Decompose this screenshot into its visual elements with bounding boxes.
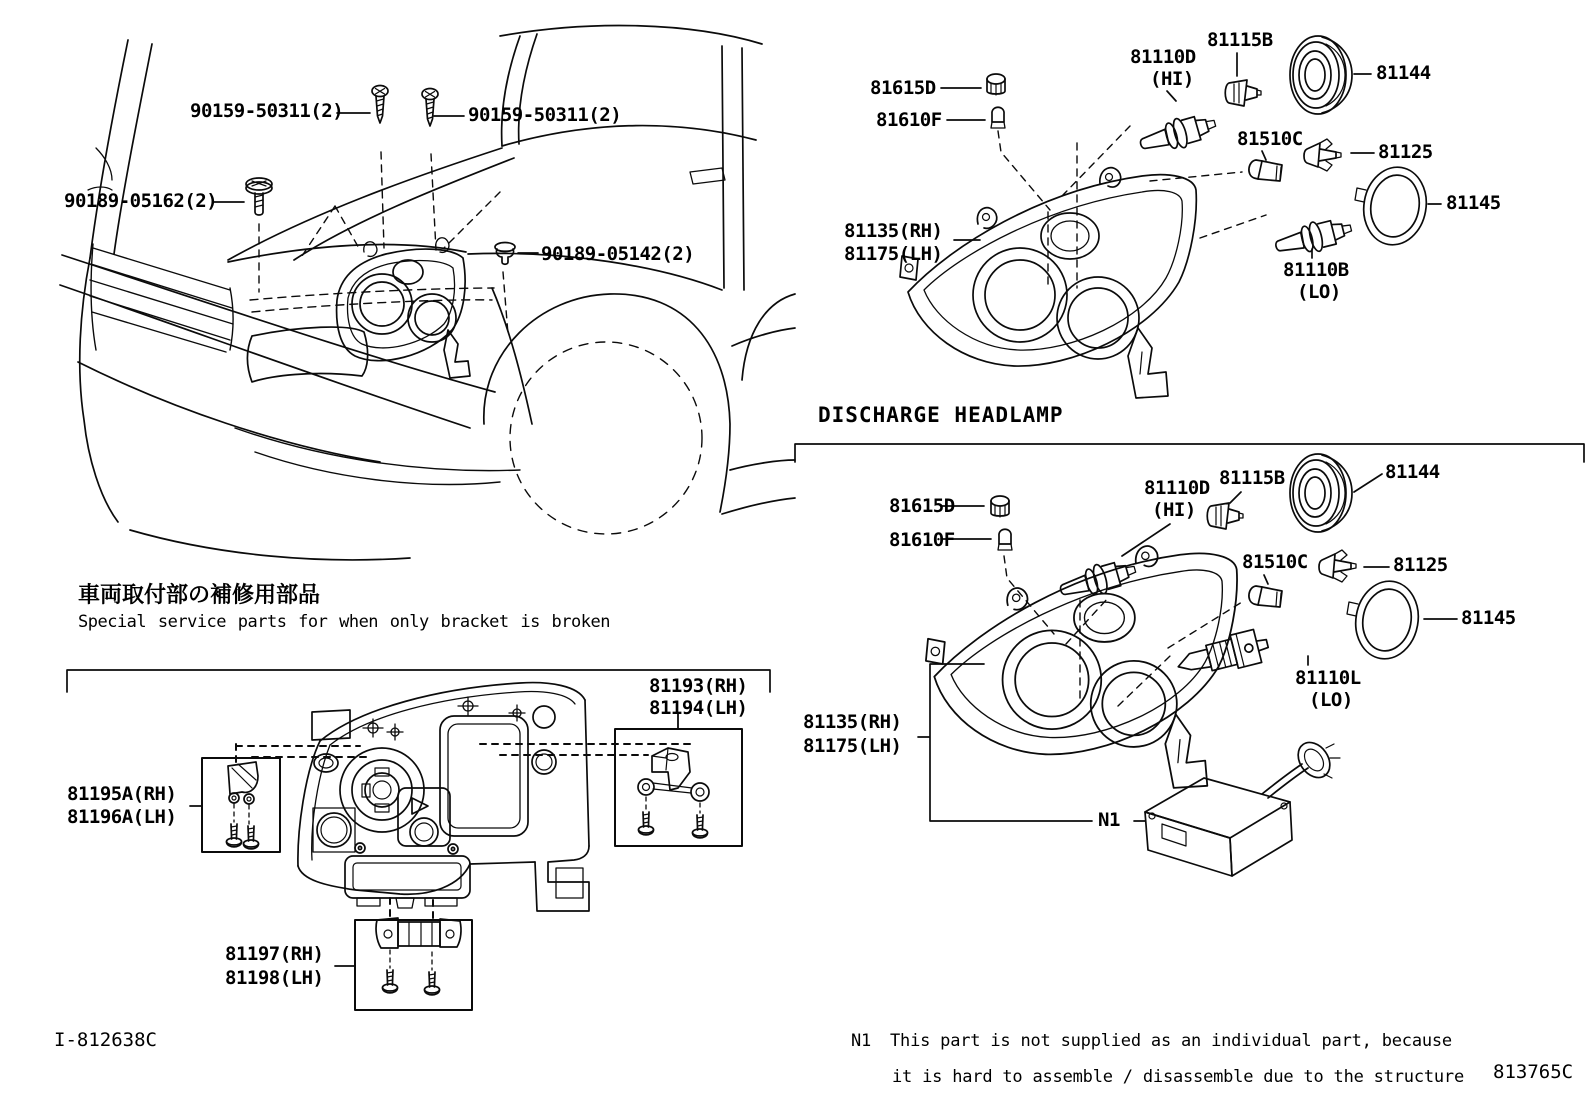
service-parts-section — [67, 670, 770, 1010]
d-part-label-81510C: 81510C — [1242, 551, 1308, 573]
part-label-81610F: 81610F — [876, 109, 942, 131]
bracket-81195A-icon — [228, 762, 258, 804]
d-part-label-81135-rh: 81135(RH) — [803, 711, 902, 733]
car-front-illustration — [60, 26, 795, 560]
d-part-label-81145: 81145 — [1461, 607, 1516, 629]
part-label-81110B: 81110B — [1283, 259, 1349, 281]
ballast-unit-icon — [1145, 736, 1340, 876]
d-part-label-81125: 81125 — [1393, 554, 1448, 576]
bracket-81193-icon — [638, 748, 709, 801]
sheet-code-right: 813765C — [1493, 1061, 1574, 1083]
d-part-label-81144: 81144 — [1385, 461, 1440, 483]
footnote-line2: it is hard to assemble / disassemble due to the structure — [892, 1067, 1464, 1087]
part-label-81196A-lh: 81196A(LH) — [67, 806, 177, 828]
d-part-label-81115B: 81115B — [1219, 467, 1285, 489]
d-part-label-81175-lh: 81175(LH) — [803, 735, 902, 757]
part-label-81125: 81125 — [1378, 141, 1433, 163]
part-label-81194-lh: 81194(LH) — [649, 697, 748, 719]
part-label-81195A-rh: 81195A(RH) — [67, 783, 177, 805]
bracket-81197-icon — [376, 918, 461, 948]
discharge-section-title: DISCHARGE HEADLAMP — [818, 403, 1064, 427]
d-part-label-81615D: 81615D — [889, 495, 955, 517]
washer-screw-icon — [246, 178, 272, 215]
ballast-n1-ref: N1 — [1098, 809, 1120, 831]
part-label-81110D-hi: (HI) — [1150, 68, 1194, 90]
headlamp-rear-view — [298, 683, 589, 911]
d-part-label-81110D: 81110D — [1144, 477, 1210, 499]
part-label-81198-lh: 81198(LH) — [225, 967, 324, 989]
d-part-label-81110L-lo: (LO) — [1309, 689, 1353, 711]
d-part-label-81110D-hi: (HI) — [1152, 499, 1196, 521]
footnote-ref: N1 — [851, 1031, 872, 1051]
part-label-81135-rh: 81135(RH) — [844, 220, 943, 242]
part-label-81110B-lo: (LO) — [1297, 281, 1341, 303]
service-title-japanese: 車両取付部の補修用部品 — [78, 583, 321, 608]
part-label-81175-lh: 81175(LH) — [844, 243, 943, 265]
discharge-section-bracket — [795, 444, 1584, 462]
part-label-bolt-left: 90159-50311(2) — [190, 100, 344, 122]
part-label-clip: 90189-05142(2) — [541, 243, 695, 265]
part-label-81144: 81144 — [1376, 62, 1431, 84]
detail-box-81195A — [202, 758, 280, 852]
part-label-81115B: 81115B — [1207, 29, 1273, 51]
footnote-line1: This part is not supplied as an individual part, because — [890, 1031, 1452, 1051]
part-label-bolt-right: 90159-50311(2) — [468, 104, 622, 126]
part-label-81193-rh: 81193(RH) — [649, 675, 748, 697]
part-label-81615D: 81615D — [870, 77, 936, 99]
part-label-screw: 90189-05162(2) — [64, 190, 218, 212]
part-label-81110D: 81110D — [1130, 46, 1196, 68]
d-part-label-81610F: 81610F — [889, 529, 955, 551]
part-label-81145: 81145 — [1446, 192, 1501, 214]
service-title-english: Special service parts for when only bracket is broken — [78, 612, 610, 632]
part-label-81197-rh: 81197(RH) — [225, 943, 324, 965]
part-label-81510C: 81510C — [1237, 128, 1303, 150]
d-part-label-81110L: 81110L — [1295, 667, 1361, 689]
sheet-code-left: I-812638C — [54, 1029, 157, 1051]
